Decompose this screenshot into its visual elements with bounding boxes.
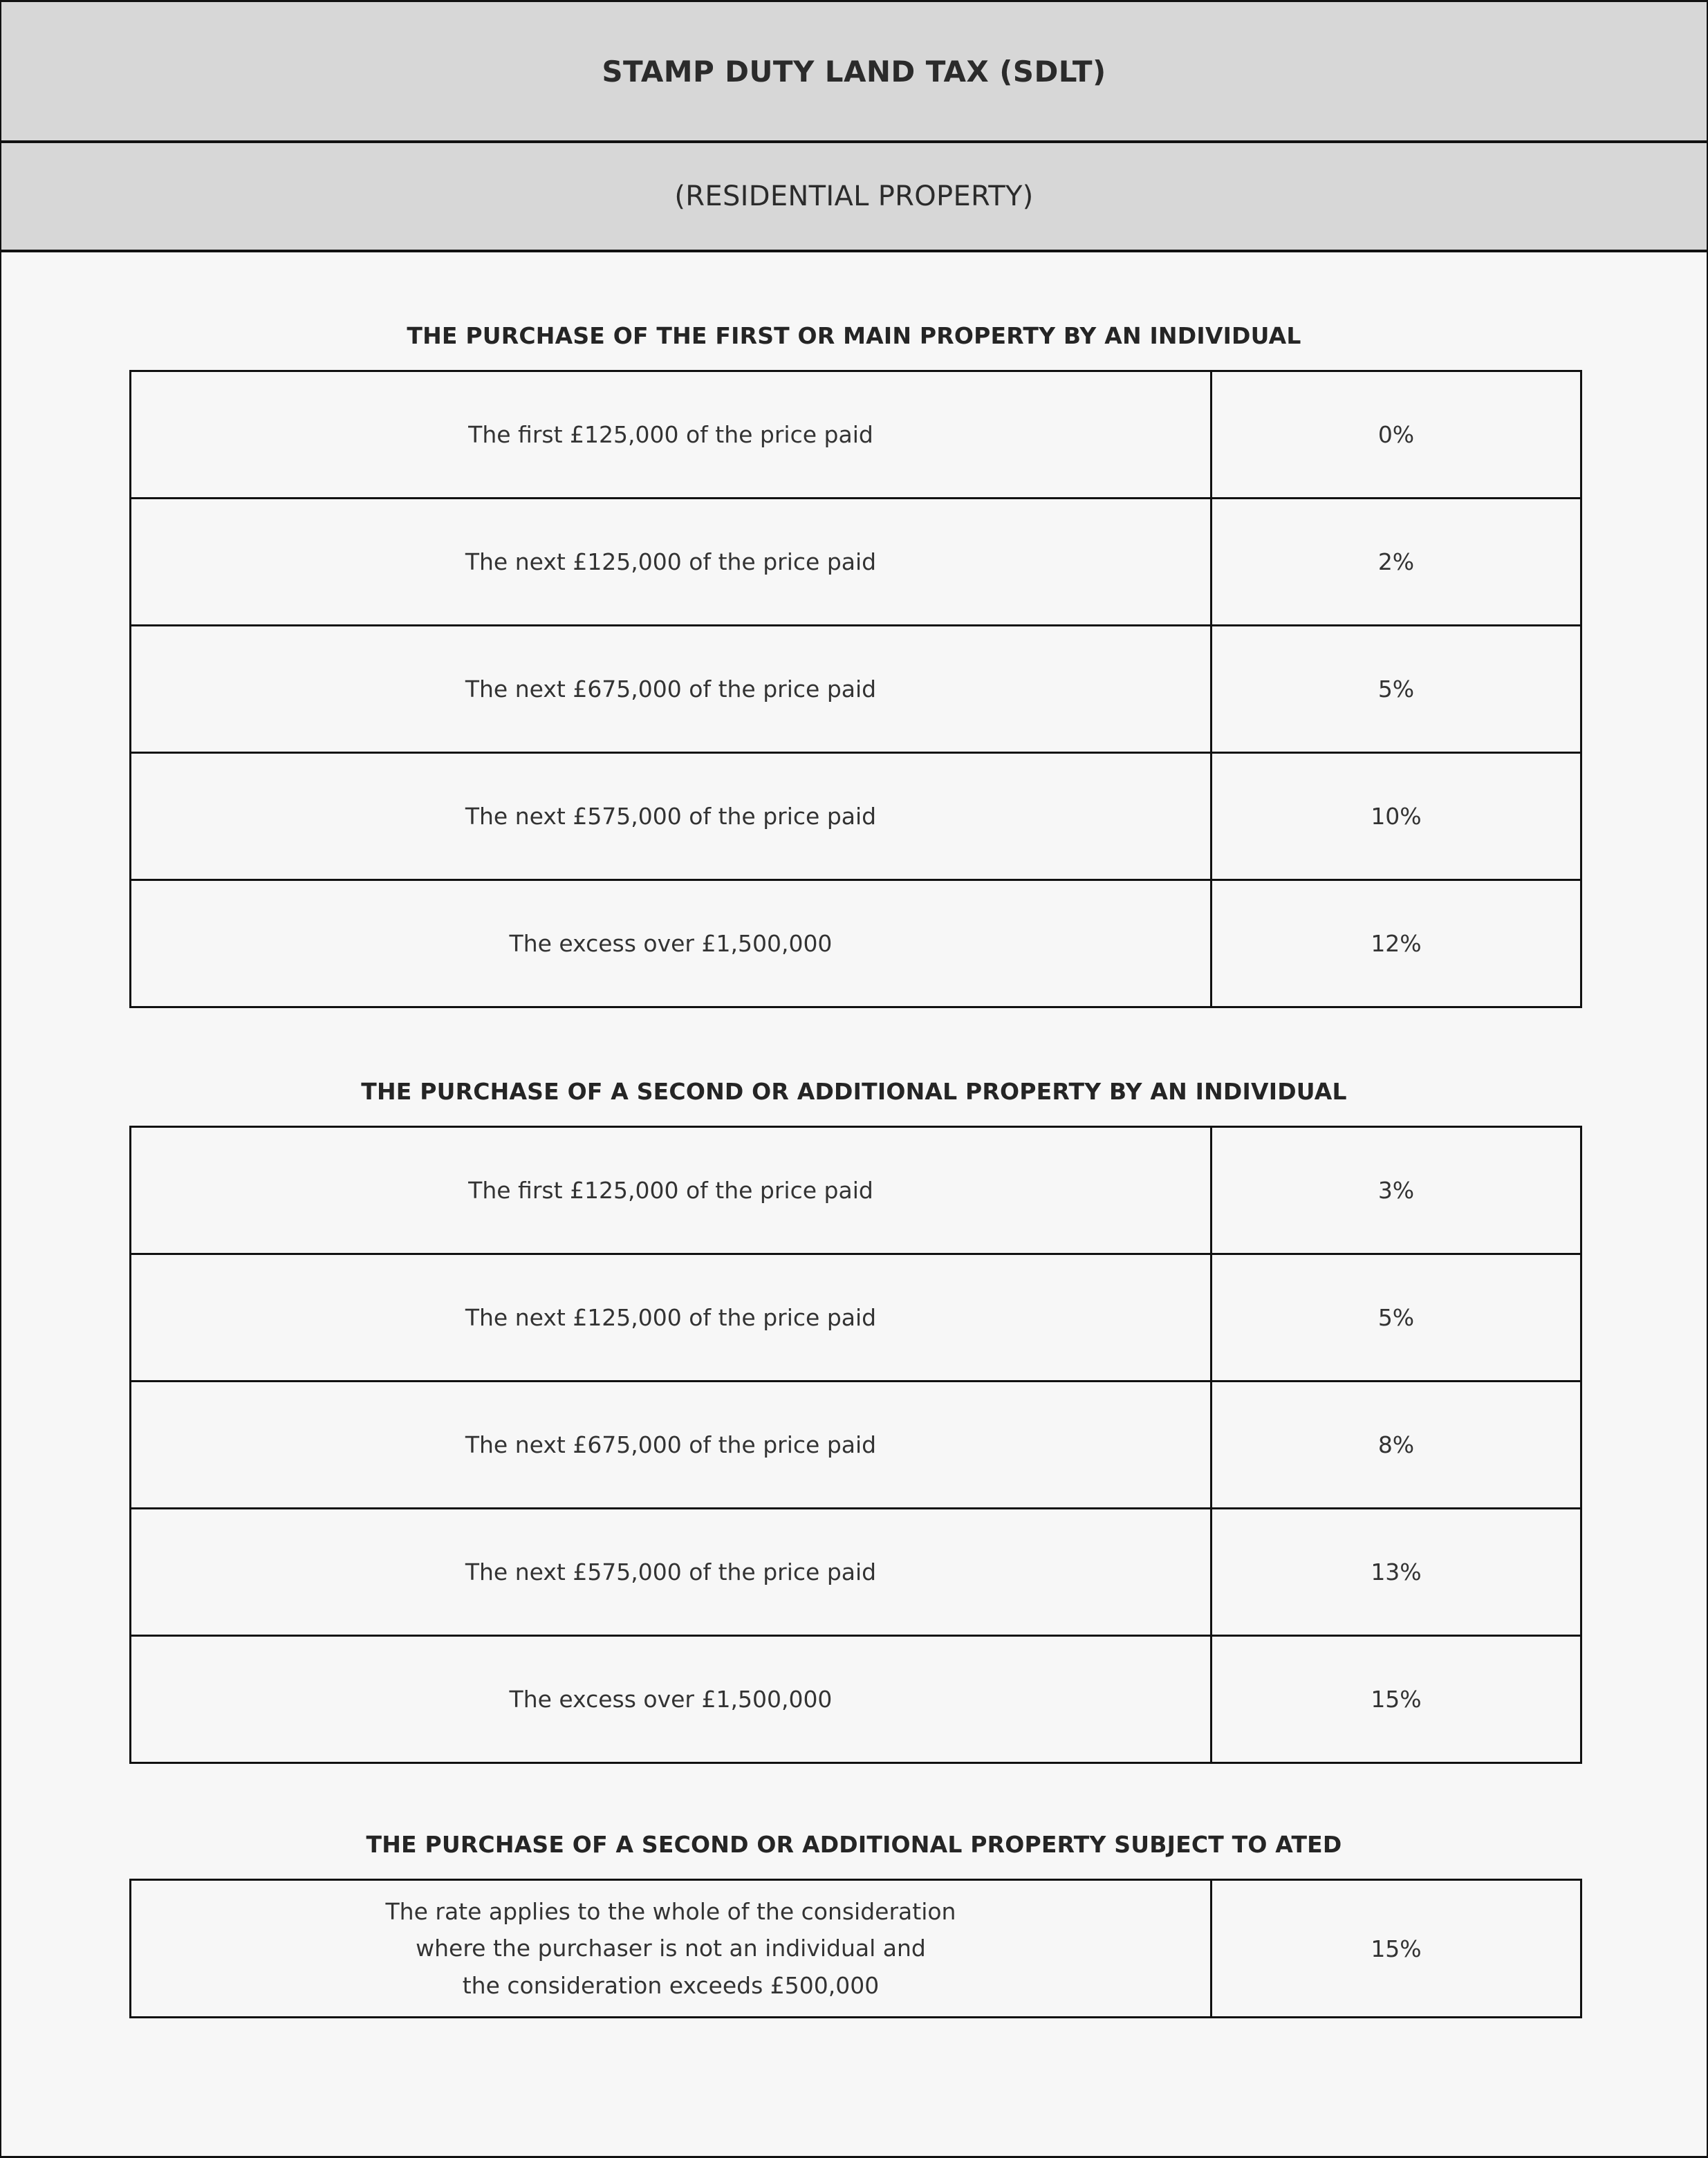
band-cell-line-2: where the purchaser is not an individual and: [416, 1935, 926, 1962]
band-cell: The next £675,000 of the price paid: [131, 626, 1212, 753]
table-row: [131, 499, 1581, 626]
rate-table-second-or-additional-property: [129, 1126, 1582, 1764]
table-row: [131, 1509, 1581, 1636]
rate-cell: 12%: [1212, 880, 1581, 1007]
table-row: [131, 753, 1581, 880]
section-heading: THE PURCHASE OF THE FIRST OR MAIN PROPERTY BY AN INDIVIDUAL: [407, 322, 1301, 349]
page-title: STAMP DUTY LAND TAX (SDLT): [602, 54, 1106, 89]
band-cell: The first £125,000 of the price paid: [131, 371, 1212, 499]
band-cell: The excess over £1,500,000: [131, 1636, 1212, 1763]
band-cell: The next £575,000 of the price paid: [131, 753, 1212, 880]
band-cell-line-3: the consideration exceeds £500,000: [462, 1971, 880, 1999]
section-heading: THE PURCHASE OF A SECOND OR ADDITIONAL PROPERTY BY AN INDIVIDUAL: [361, 1078, 1347, 1105]
band-cell: The next £675,000 of the price paid: [131, 1382, 1212, 1509]
page-subtitle: (RESIDENTIAL PROPERTY): [674, 180, 1034, 212]
table-row: [131, 371, 1581, 499]
section-heading: THE PURCHASE OF A SECOND OR ADDITIONAL PROPERTY SUBJECT TO ATED: [366, 1831, 1342, 1858]
band-cell: The excess over £1,500,000: [131, 880, 1212, 1007]
section-first-or-main-property: [1, 252, 1707, 1008]
rate-cell: 8%: [1212, 1382, 1581, 1509]
rate-cell: 5%: [1212, 626, 1581, 753]
rate-cell: 10%: [1212, 753, 1581, 880]
band-cell: The next £125,000 of the price paid: [131, 499, 1212, 626]
rate-cell: 2%: [1212, 499, 1581, 626]
rate-cell: 15%: [1212, 1636, 1581, 1763]
rate-cell: 13%: [1212, 1509, 1581, 1636]
rate-cell: 0%: [1212, 371, 1581, 499]
band-cell-line-1: The rate applies to the whole of the consideration: [385, 1898, 956, 1925]
table-row: [131, 1254, 1581, 1382]
rates-body: [1, 252, 1707, 2018]
section-second-or-additional-property: [1, 1008, 1707, 1764]
rate-cell: 15%: [1212, 1880, 1581, 2018]
band-cell: The next £575,000 of the price paid: [131, 1509, 1212, 1636]
rate-cell: 3%: [1212, 1127, 1581, 1254]
rate-cell: 5%: [1212, 1254, 1581, 1382]
table-row: [131, 1127, 1581, 1254]
band-cell: The first £125,000 of the price paid: [131, 1127, 1212, 1254]
page-subtitle-band: [1, 143, 1707, 252]
page-title-band: [1, 2, 1707, 143]
band-cell: [131, 1880, 1212, 2018]
table-row: [131, 1880, 1581, 2018]
table-row: [131, 626, 1581, 753]
band-cell: The next £125,000 of the price paid: [131, 1254, 1212, 1382]
table-row: [131, 1382, 1581, 1509]
table-row: [131, 880, 1581, 1007]
rate-table-ated-property: [129, 1879, 1582, 2018]
table-row: [131, 1636, 1581, 1763]
section-ated-property: [1, 1764, 1707, 2018]
rate-table-first-or-main-property: [129, 370, 1582, 1008]
